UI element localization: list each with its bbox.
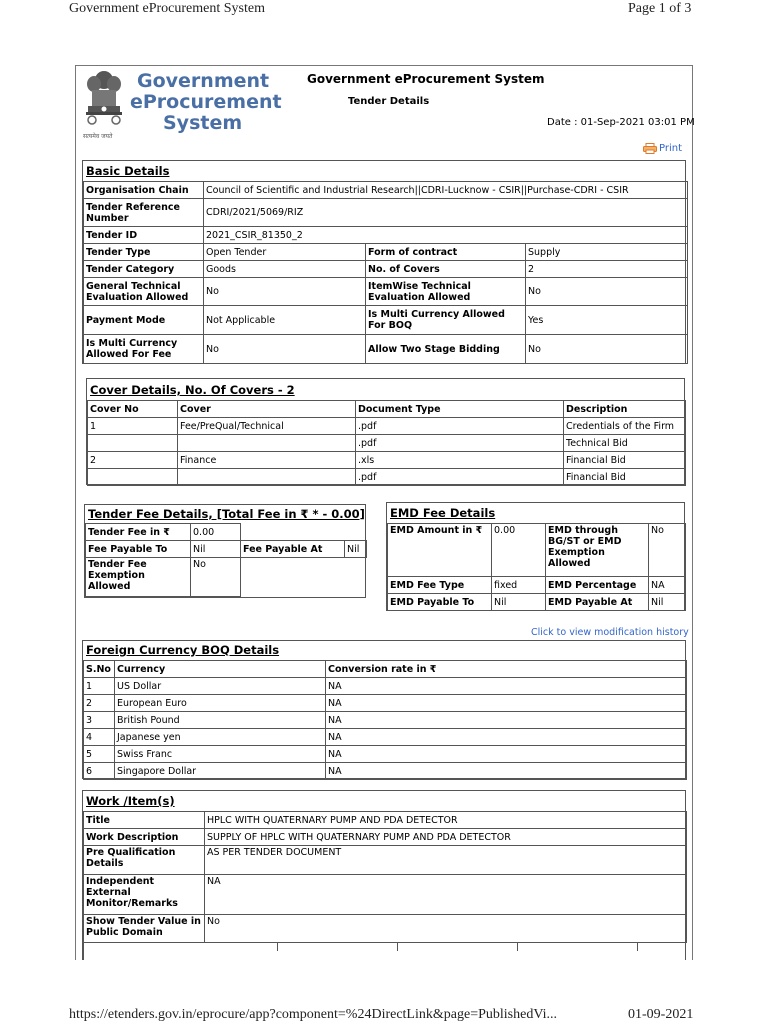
- fee-exemption-label: Tender Fee Exemption Allowed: [86, 558, 191, 597]
- tender-type-label: Tender Type: [84, 244, 204, 261]
- form-contract-label: Form of contract: [366, 244, 526, 261]
- emd-percentage-value: NA: [649, 577, 686, 594]
- table-row: [84, 763, 687, 780]
- table-row: [84, 712, 687, 729]
- cover-cell: Financial Bid: [564, 452, 686, 469]
- currency-cell: 6: [84, 763, 115, 780]
- emd-fee-table: [387, 523, 686, 611]
- prequal-label: Pre Qualification Details: [84, 846, 205, 875]
- currency-cell: 2: [84, 695, 115, 712]
- organisation-chain-label: Organisation Chain: [84, 182, 204, 199]
- emd-amount-label: EMD Amount in ₹: [388, 524, 492, 577]
- form-contract-value: Supply: [526, 244, 688, 261]
- two-stage-value: No: [526, 335, 688, 364]
- tender-fee-value: 0.00: [191, 524, 241, 541]
- tender-ref-value: CDRI/2021/5069/RIZ: [204, 199, 688, 227]
- cover-cell: [88, 469, 178, 486]
- emd-fee-title: EMD Fee Details: [390, 506, 496, 520]
- emd-payable-to-value: Nil: [492, 594, 546, 611]
- logo-line-1: Government: [137, 70, 270, 92]
- currency-cell: US Dollar: [115, 678, 326, 695]
- fee-payable-to-label: Fee Payable To: [86, 541, 191, 558]
- no-covers-label: No. of Covers: [366, 261, 526, 278]
- modification-history-link[interactable]: Click to view modification history: [531, 627, 689, 638]
- national-emblem-icon: [80, 68, 128, 134]
- work-desc-label: Work Description: [84, 829, 205, 846]
- tender-category-label: Tender Category: [84, 261, 204, 278]
- cover-header-no: Cover No: [88, 401, 178, 418]
- report-date: Date : 01-Sep-2021 03:01 PM: [547, 117, 695, 128]
- currency-cell: European Euro: [115, 695, 326, 712]
- currency-cell: NA: [326, 763, 687, 780]
- currency-cell: 1: [84, 678, 115, 695]
- payment-mode-label: Payment Mode: [84, 306, 204, 335]
- show-value-value: No: [205, 915, 687, 943]
- cover-cell: .pdf: [356, 435, 564, 452]
- tender-category-value: Goods: [204, 261, 366, 278]
- currency-cell: NA: [326, 695, 687, 712]
- fee-payable-at-label: Fee Payable At: [241, 541, 345, 558]
- payment-mode-value: Not Applicable: [204, 306, 366, 335]
- emd-payable-to-label: EMD Payable To: [388, 594, 492, 611]
- currency-header-rate: Conversion rate in ₹: [326, 661, 687, 678]
- cover-cell: Finance: [178, 452, 356, 469]
- emd-payable-at-label: EMD Payable At: [546, 594, 649, 611]
- organisation-chain-value: Council of Scientific and Industrial Research||CDRI-Lucknow - CSIR||Purchase-CDRI - CSIR: [204, 182, 688, 199]
- cover-cell: .pdf: [356, 418, 564, 435]
- emd-percentage-label: EMD Percentage: [546, 577, 649, 594]
- page-number: Page 1 of 3: [628, 1, 692, 16]
- cover-cell: .pdf: [356, 469, 564, 486]
- gen-tech-value: No: [204, 278, 366, 306]
- work-title-value: HPLC WITH QUATERNARY PUMP AND PDA DETECTOR: [205, 812, 687, 829]
- table-row: [84, 678, 687, 695]
- cover-cell: [178, 469, 356, 486]
- work-title-label: Title: [84, 812, 205, 829]
- currency-cell: NA: [326, 712, 687, 729]
- emd-fee-type-value: fixed: [492, 577, 546, 594]
- table-row: [88, 435, 686, 452]
- currency-cell: NA: [326, 729, 687, 746]
- cover-details-title: Cover Details, No. Of Covers - 2: [90, 383, 295, 397]
- cover-cell: [178, 435, 356, 452]
- cover-cell: Technical Bid: [564, 435, 686, 452]
- cover-header-cover: Cover: [178, 401, 356, 418]
- currency-cell: NA: [326, 678, 687, 695]
- work-item-title: Work /Item(s): [86, 794, 175, 808]
- print-button[interactable]: [643, 143, 682, 154]
- gen-tech-label: General Technical Evaluation Allowed: [84, 278, 204, 306]
- show-value-label: Show Tender Value in Public Domain: [84, 915, 205, 943]
- work-item-table: [83, 811, 687, 943]
- currency-cell: British Pound: [115, 712, 326, 729]
- foreign-currency-title: Foreign Currency BOQ Details: [86, 643, 280, 657]
- cover-header-doctype: Document Type: [356, 401, 564, 418]
- multi-boq-label: Is Multi Currency Allowed For BOQ: [366, 306, 526, 335]
- no-covers-value: 2: [526, 261, 688, 278]
- currency-header-sno: S.No: [84, 661, 115, 678]
- table-row: [88, 469, 686, 486]
- emblem-caption: सत्यमेव जयते: [83, 133, 113, 140]
- cover-cell: 1: [88, 418, 178, 435]
- table-row: [88, 452, 686, 469]
- fee-payable-to-value: Nil: [191, 541, 241, 558]
- page-subtitle: Tender Details: [348, 96, 430, 107]
- currency-cell: 5: [84, 746, 115, 763]
- table-row: [88, 418, 686, 435]
- printer-icon: [643, 143, 657, 154]
- print-label: Print: [659, 143, 683, 154]
- foreign-currency-table: [83, 660, 687, 780]
- logo-line-2: eProcurement: [130, 91, 282, 113]
- monitor-value: NA: [205, 875, 687, 915]
- currency-cell: Swiss Franc: [115, 746, 326, 763]
- footer-url: https://etenders.gov.in/eprocure/app?component=%24DirectLink&page=PublishedVi...: [69, 1007, 557, 1022]
- footer-date: 01-09-2021: [628, 1007, 694, 1022]
- currency-cell: 4: [84, 729, 115, 746]
- emd-amount-value: 0.00: [492, 524, 546, 577]
- currency-cell: Japanese yen: [115, 729, 326, 746]
- cover-cell: Financial Bid: [564, 469, 686, 486]
- currency-header-name: Currency: [115, 661, 326, 678]
- tender-id-value: 2021_CSIR_81350_2: [204, 227, 688, 244]
- table-row: [84, 746, 687, 763]
- emd-through-label: EMD through BG/ST or EMD Exemption Allowed: [546, 524, 649, 577]
- itemwise-value: No: [526, 278, 688, 306]
- table-row-continued: [83, 943, 686, 960]
- tender-fee-label: Tender Fee in ₹: [86, 524, 191, 541]
- cover-cell: [88, 435, 178, 452]
- multi-boq-value: Yes: [526, 306, 688, 335]
- cover-cell: Credentials of the Firm: [564, 418, 686, 435]
- cover-cell: Fee/PreQual/Technical: [178, 418, 356, 435]
- cover-cell: .xls: [356, 452, 564, 469]
- tender-fee-table: [85, 523, 367, 597]
- emd-through-value: No: [649, 524, 686, 577]
- work-desc-value: SUPPLY OF HPLC WITH QUATERNARY PUMP AND PDA DETECTOR: [205, 829, 687, 846]
- itemwise-label: ItemWise Technical Evaluation Allowed: [366, 278, 526, 306]
- multi-fee-value: No: [204, 335, 366, 364]
- tender-ref-label: Tender Reference Number: [84, 199, 204, 227]
- page-title: Government eProcurement System: [307, 72, 545, 86]
- cover-details-table: [87, 400, 686, 486]
- prequal-value: AS PER TENDER DOCUMENT: [205, 846, 687, 875]
- currency-cell: NA: [326, 746, 687, 763]
- fee-exemption-value: No: [191, 558, 241, 597]
- table-row: [84, 695, 687, 712]
- page-header-title: Government eProcurement System: [69, 1, 265, 16]
- monitor-label: Independent External Monitor/Remarks: [84, 875, 205, 915]
- tender-type-value: Open Tender: [204, 244, 366, 261]
- currency-cell: Singapore Dollar: [115, 763, 326, 780]
- fee-payable-at-value: Nil: [345, 541, 367, 558]
- two-stage-label: Allow Two Stage Bidding: [366, 335, 526, 364]
- basic-details-table: [83, 181, 688, 364]
- emd-payable-at-value: Nil: [649, 594, 686, 611]
- tender-fee-title: Tender Fee Details, [Total Fee in ₹ * - 0.00]: [88, 507, 365, 521]
- emd-fee-type-label: EMD Fee Type: [388, 577, 492, 594]
- cover-cell: 2: [88, 452, 178, 469]
- logo-line-3: System: [163, 112, 243, 134]
- multi-fee-label: Is Multi Currency Allowed For Fee: [84, 335, 204, 364]
- tender-id-label: Tender ID: [84, 227, 204, 244]
- basic-details-title: Basic Details: [86, 164, 170, 178]
- currency-cell: 3: [84, 712, 115, 729]
- table-row: [84, 729, 687, 746]
- cover-header-description: Description: [564, 401, 686, 418]
